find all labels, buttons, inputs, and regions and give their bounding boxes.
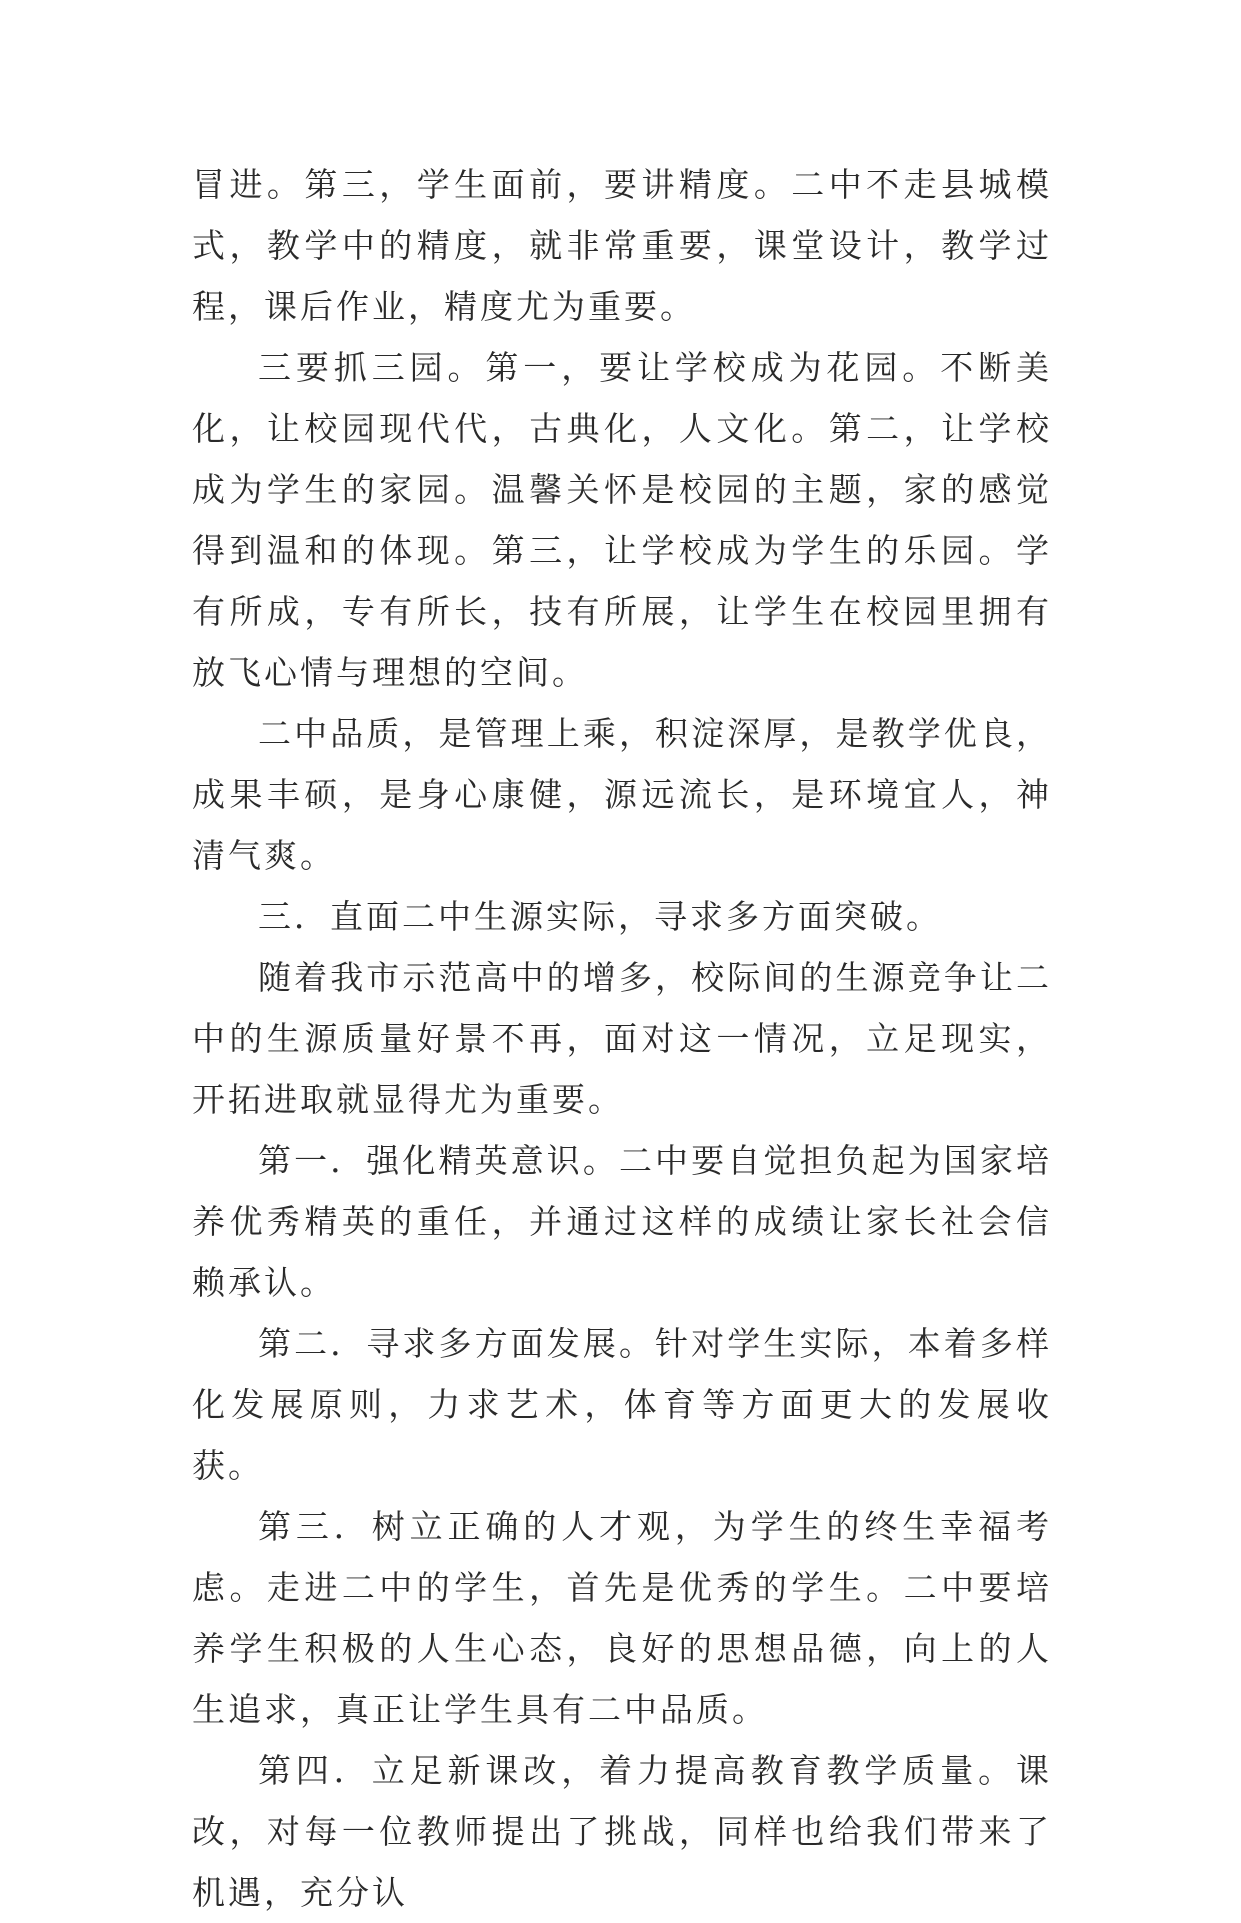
section-heading: 三．直面二中生源实际，寻求多方面突破。 <box>258 897 942 936</box>
paragraph: 三要抓三园。第一，要让学校成为花园。不断美化，让校园现代代，古典化，人文化。第二，让学校成为学生的家园。温馨关怀是校园的主题，家的感觉得到温和的体现。第三，让学校成为学生的乐园。学有所成，专有所长，技有所展，让学生在校园里拥有放飞心情与理想的空间。 <box>192 348 1052 692</box>
paragraph: 随着我市示范高中的增多，校际间的生源竞争让二中的生源质量好景不再，面对这一情况，立足现实，开拓进取就显得尤为重要。 <box>192 958 1052 1119</box>
document-body <box>192 154 1052 1923</box>
paragraph: 第四．立足新课改，着力提高教育教学质量。课改，对每一位教师提出了挑战，同样也给我们带来了机遇，充分认 <box>192 1751 1052 1912</box>
paragraph: 冒进。第三，学生面前，要讲精度。二中不走县城模式，教学中的精度，就非常重要，课堂设计，教学过程，课后作业，精度尤为重要。 <box>192 165 1052 326</box>
paragraph: 第一．强化精英意识。二中要自觉担负起为国家培养优秀精英的重任，并通过这样的成绩让家长社会信赖承认。 <box>192 1141 1052 1302</box>
paragraph: 第二．寻求多方面发展。针对学生实际，本着多样化发展原则，力求艺术，体育等方面更大的发展收获。 <box>192 1324 1052 1485</box>
paragraph: 二中品质，是管理上乘，积淀深厚，是教学优良，成果丰硕，是身心康健，源远流长，是环境宜人，神清气爽。 <box>192 714 1052 875</box>
paragraph: 第三．树立正确的人才观，为学生的终生幸福考虑。走进二中的学生，首先是优秀的学生。二中要培养学生积极的人生心态，良好的思想品德，向上的人生追求，真正让学生具有二中品质。 <box>192 1507 1052 1729</box>
